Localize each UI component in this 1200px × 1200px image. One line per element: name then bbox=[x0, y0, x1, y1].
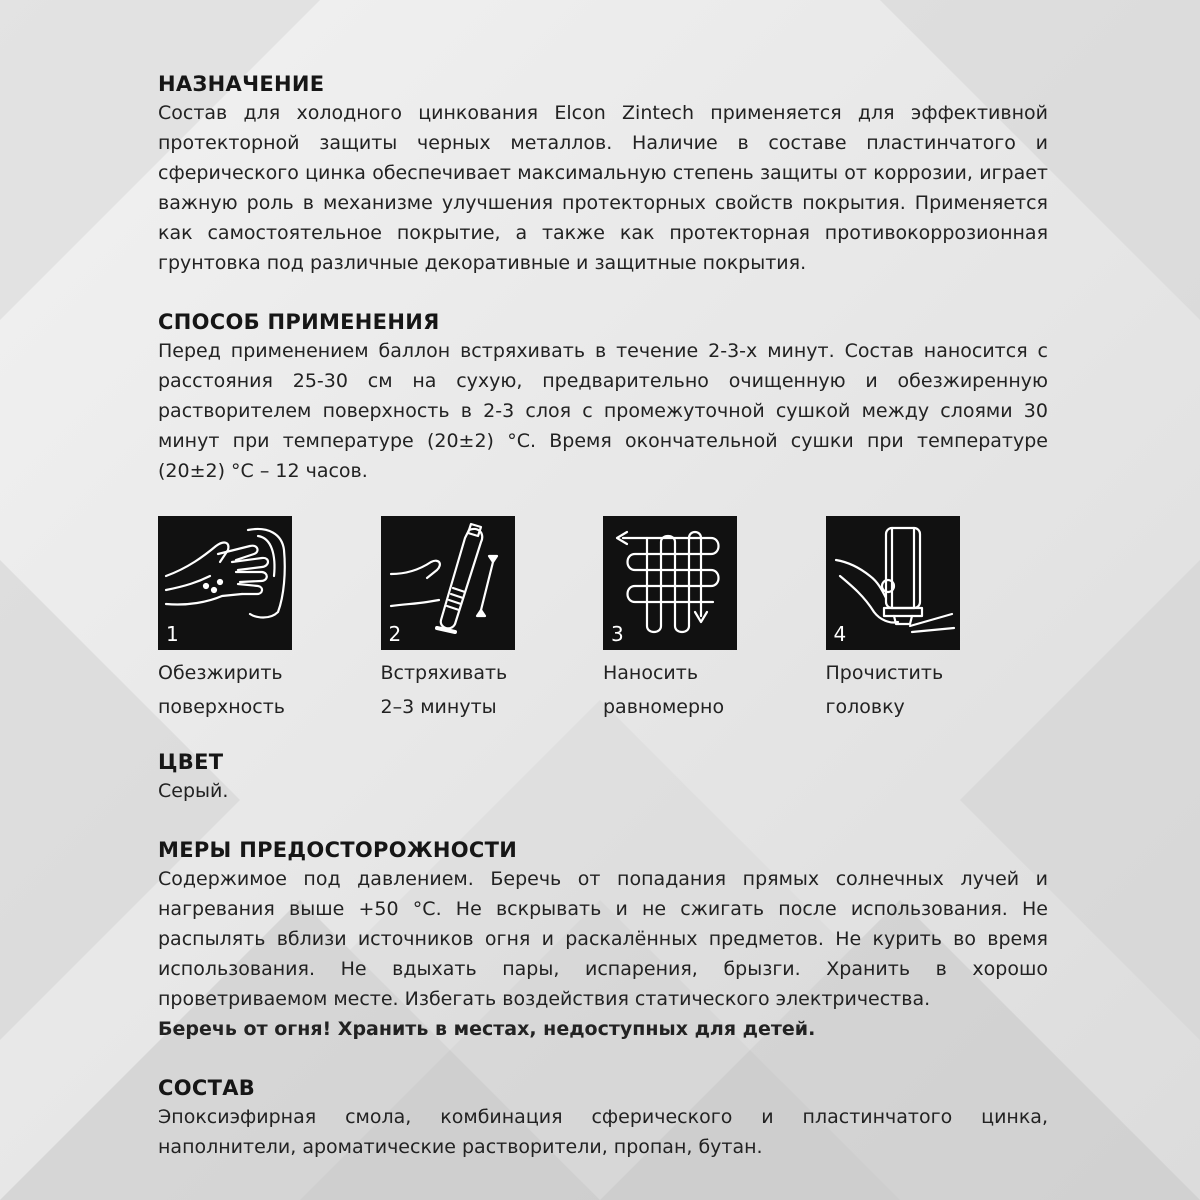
composition-text: Эпоксиэфирная смола, комбинация сферического и пластинчатого цинка, наполнители, ароматические растворители, пропан, бутан. bbox=[158, 1106, 1048, 1158]
step-caption-line2: равномерно bbox=[603, 696, 725, 718]
clean-nozzle-icon bbox=[826, 516, 960, 650]
step-caption-line1: Прочистить bbox=[825, 662, 944, 684]
spray-pattern-icon bbox=[603, 516, 737, 650]
step-1 bbox=[158, 516, 381, 724]
color-text: Серый. bbox=[158, 780, 229, 802]
step-caption-line2: 2–3 минуты bbox=[380, 696, 497, 718]
step-number: 1 bbox=[166, 622, 179, 646]
steps-row bbox=[158, 516, 1048, 724]
composition-title: СОСТАВ bbox=[158, 1076, 256, 1100]
step-caption-line2: головку bbox=[825, 696, 905, 718]
shake-can-icon bbox=[381, 516, 515, 650]
step-4 bbox=[826, 516, 1049, 724]
color-title: ЦВЕТ bbox=[158, 750, 224, 774]
document-body bbox=[158, 70, 1048, 1162]
step-number: 3 bbox=[611, 622, 624, 646]
step-3 bbox=[603, 516, 826, 724]
precautions-warning: Беречь от огня! Хранить в местах, недоступных для детей. bbox=[158, 1018, 816, 1040]
step-number: 4 bbox=[833, 622, 847, 646]
step-caption-line2: поверхность bbox=[158, 696, 285, 718]
purpose-title: НАЗНАЧЕНИЕ bbox=[158, 72, 325, 96]
precautions-text: Содержимое под давлением. Беречь от попадания прямых солнечных лучей и нагревания выше +50 °С. Не вскрывать и не сжигать после использования. Не распылять вблизи источников огня и раскалённых предметов. Не курить во время использования. Не вдыхать пары, испарения, брызги. Хранить в хорошо проветриваемом месте. Избегать воздействия статического электричества. bbox=[158, 868, 1048, 1010]
application-text: Перед применением баллон встряхивать в течение 2-3-х минут. Состав наносится с расстояния 25-30 см на сухую, предварительно очищенную и обезжиренную растворителем поверхность в 2-3 слоя с промежуточной сушкой между слоями 30 минут при температуре (20±2) °С. Время окончательной сушки при температуре (20±2) °С – 12 часов. bbox=[158, 340, 1048, 482]
purpose-text: Состав для холодного цинкования Elcon Zintech применяется для эффективной протекторной защиты черных металлов. Наличие в составе пластинчатого и сферического цинка обеспечивает максимальную степень защиты от коррозии, играет важную роль в механизме улучшения протекторных свойств покрытия. Применяется как самостоятельное покрытие, а также как протекторная противокоррозионная грунтовка под различные декоративные и защитные покрытия. bbox=[158, 102, 1048, 274]
application-title: СПОСОБ ПРИМЕНЕНИЯ bbox=[158, 310, 440, 334]
hand-wipe-icon bbox=[158, 516, 292, 650]
step-caption-line1: Наносить bbox=[603, 662, 699, 684]
step-number: 2 bbox=[388, 622, 402, 646]
step-2 bbox=[381, 516, 604, 724]
step-caption-line1: Обезжирить bbox=[158, 662, 283, 684]
step-caption-line1: Встряхивать bbox=[380, 662, 508, 684]
precautions-title: МЕРЫ ПРЕДОСТОРОЖНОСТИ bbox=[158, 838, 518, 862]
